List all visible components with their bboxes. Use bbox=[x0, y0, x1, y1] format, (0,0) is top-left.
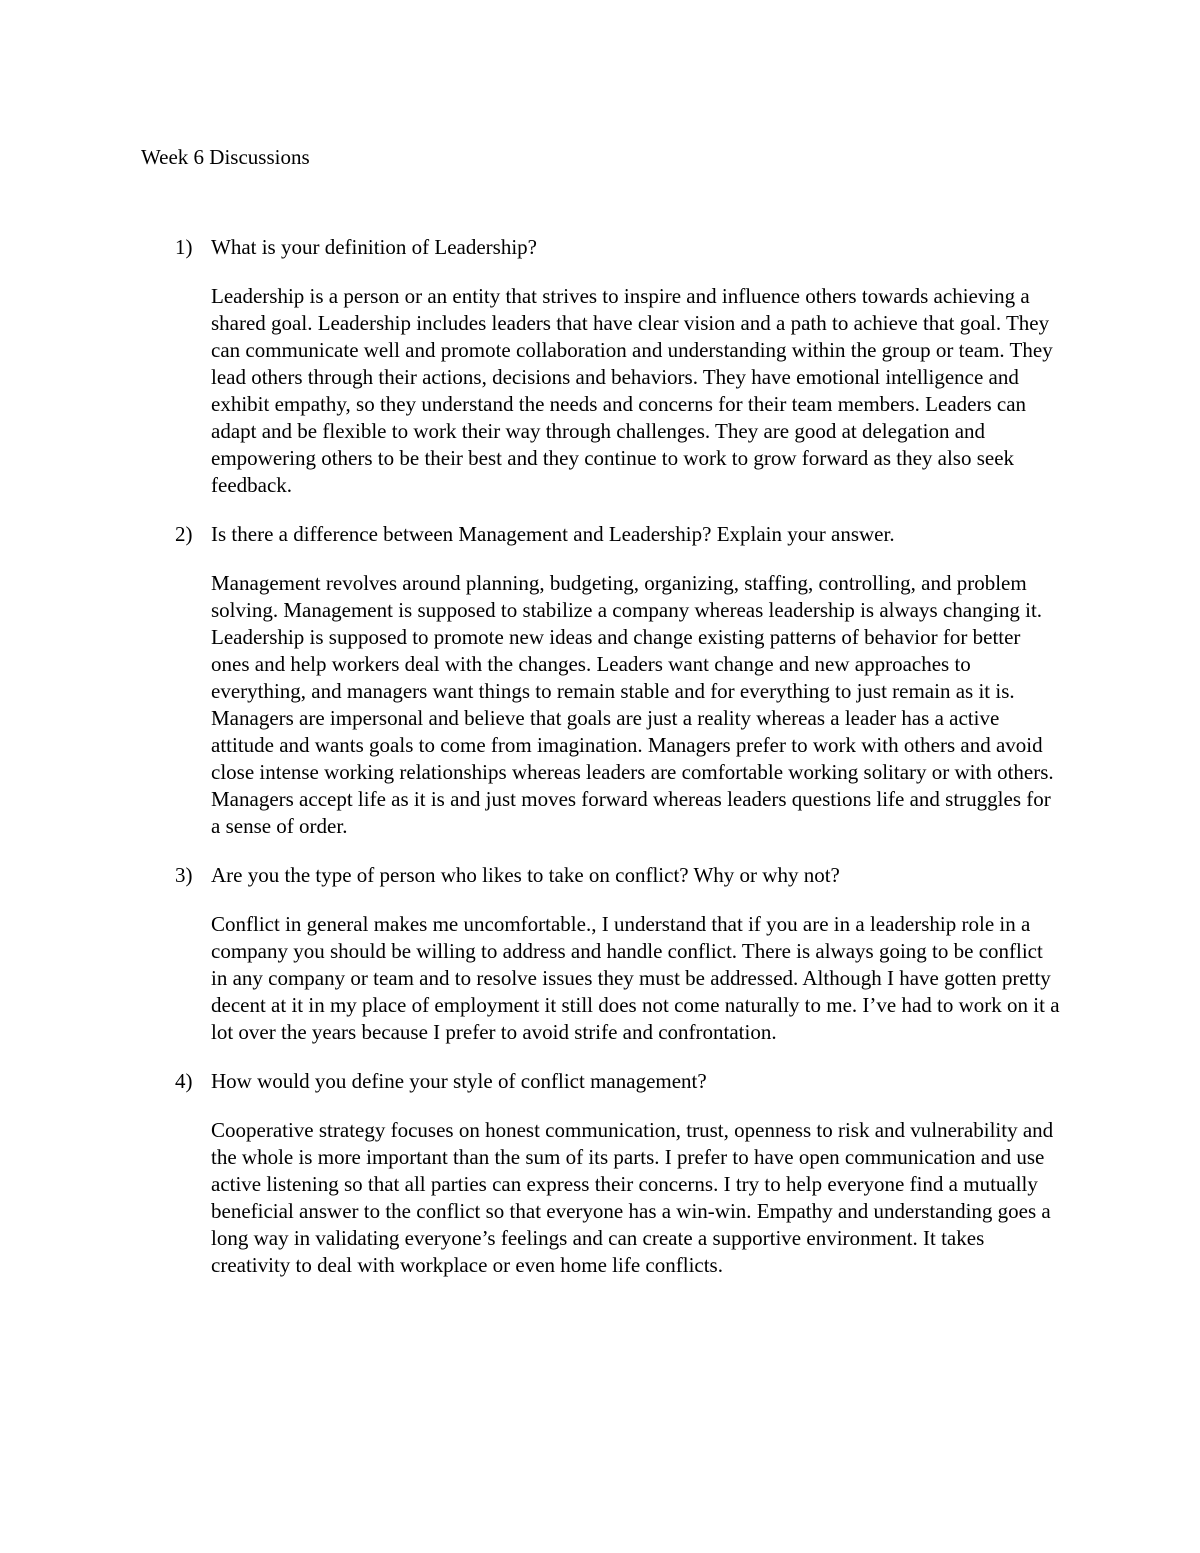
answer-text: Conflict in general makes me uncomfortable., I understand that if you are in a leadership role in a company you should be willing to address and handle conflict. There is always going to be conflict in any company or team and to resolve issues they must be addressed. Although I have gotten pretty decent at it in my place of employment it still does not come naturally to me. I’ve had to work on it a lot over the years because I prefer to avoid strife and confrontation. bbox=[211, 912, 1060, 1044]
answer-text: Leadership is a person or an entity that strives to inspire and influence others towards achieving a shared goal. Leadership includes leaders that have clear vision and a path to achieve that goal. They can communicate well and promote collaboration and understanding within the group or team. They lead others through their actions, decisions and behaviors. They have emotional intelligence and exhibit empathy, so they understand the needs and concerns for their team members. Leaders can adapt and be flexible to work their way through challenges. They are good at delegation and empowering others to be their best and they continue to work to grow forward as they also seek feedback. bbox=[211, 284, 1053, 497]
question-item-4 bbox=[0, 1068, 1200, 1279]
question-number: 3) bbox=[175, 863, 193, 887]
answer-text: Management revolves around planning, budgeting, organizing, staffing, controlling, and problem solving. Management is supposed to stabilize a company whereas leadership is always changing it. Leadership is supposed to promote new ideas and change existing patterns of behavior for better ones and help workers deal with the changes. Leaders want change and new approaches to everything, and managers want things to remain stable and for everything to just remain as it is. Managers are impersonal and believe that goals are just a reality whereas a leader has a active attitude and wants goals to come from imagination. Managers prefer to work with others and avoid close intense working relationships whereas leaders are comfortable working solitary or with others. Managers accept life as it is and just moves forward whereas leaders questions life and struggles for a sense of order. bbox=[211, 571, 1054, 838]
question-list bbox=[0, 234, 1200, 1301]
question-number: 4) bbox=[175, 1069, 193, 1093]
question-item-1 bbox=[0, 234, 1200, 499]
question-item-3 bbox=[0, 862, 1200, 1046]
answer-text: Cooperative strategy focuses on honest communication, trust, openness to risk and vulnerability and the whole is more important than the sum of its parts. I prefer to have open communication and use active listening so that all parties can express their concerns. I try to help everyone find a mutually beneficial answer to the conflict so that everyone has a win-win. Empathy and understanding goes a long way in validating everyone’s feelings and can create a supportive environment. It takes creativity to deal with workplace or even home life conflicts. bbox=[211, 1118, 1054, 1277]
question-text: How would you define your style of conflict management? bbox=[211, 1069, 707, 1093]
question-line bbox=[0, 1068, 1071, 1095]
question-text: Is there a difference between Management and Leadership? Explain your answer. bbox=[211, 522, 895, 546]
document-title: Week 6 Discussions bbox=[141, 145, 310, 169]
question-line bbox=[0, 862, 1071, 889]
question-line bbox=[0, 521, 1071, 548]
question-line bbox=[0, 234, 1071, 261]
question-text: What is your definition of Leadership? bbox=[211, 235, 537, 259]
question-text: Are you the type of person who likes to take on conflict? Why or why not? bbox=[211, 863, 840, 887]
question-number: 1) bbox=[175, 235, 193, 259]
question-number: 2) bbox=[175, 522, 193, 546]
question-item-2 bbox=[0, 521, 1200, 840]
